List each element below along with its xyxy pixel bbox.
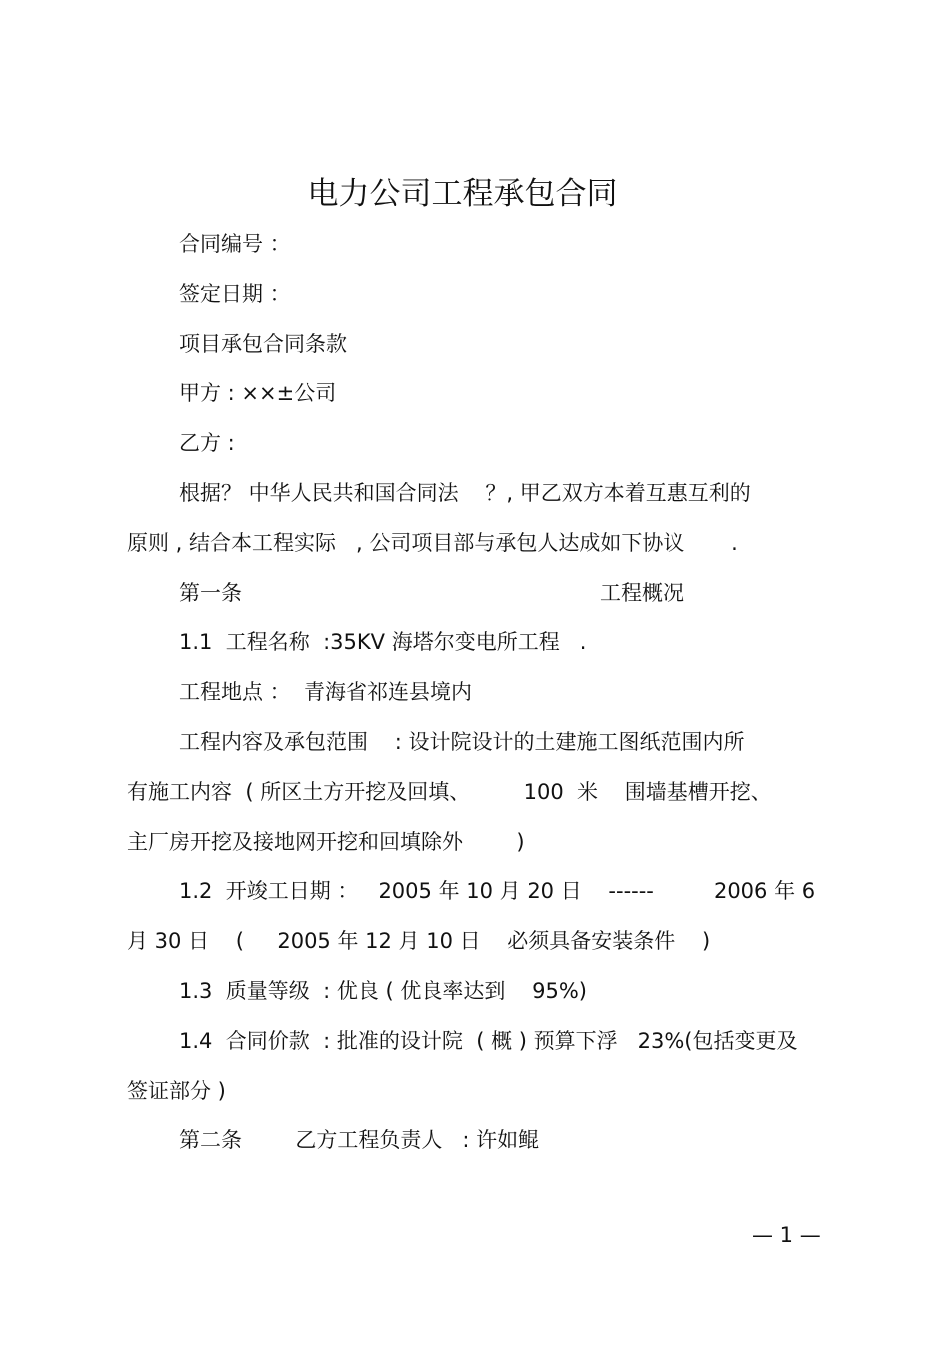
scope-line-1: 工程内容及承包范围 : 设计院设计的土建施工图纸范围内所 [179, 730, 745, 754]
article-1-label: 第一条 [179, 581, 242, 605]
document-title: 电力公司工程承包合同 [307, 176, 618, 212]
clause-1-2-schedule-line-1: 1.2 开竣工日期 ： 2005 年 10 月 20 日 ------ 2006 年 6 [179, 879, 816, 903]
clause-1-4-price-line-2: 签证部分 ) [127, 1079, 226, 1103]
scope-line-2: 有施工内容 ( 所区土方开挖及回填、 100 米 围墙基槽开挖、 [127, 780, 772, 804]
scope-line-3: 主厂房开挖及接地网开挖和回填除外 ) [127, 830, 525, 854]
clause-1-1-project-name: 1.1 工程名称 :35KV 海塔尔变电所工程 . [179, 630, 587, 654]
party-a-line: 甲方 : ××±公司 [179, 381, 337, 405]
preamble-line-1: 根据？ 中华人民共和国合同法 ？, 甲乙双方本着互惠互利的 [179, 481, 751, 505]
section-heading: 项目承包合同条款 [179, 332, 347, 356]
clause-1-2-schedule-line-2: 月 30 日 ( 2005 年 12 月 10 日 必须具备安装条件 ) [127, 929, 711, 953]
clause-1-3-quality: 1.3 质量等级 : 优良 ( 优良率达到 95%) [179, 979, 587, 1003]
preamble-line-2: 原则 , 结合本工程实际 , 公司项目部与承包人达成如下协议 . [127, 531, 738, 555]
signing-date-line: 签定日期 ： [179, 282, 291, 306]
article-1-heading: 工程概况 [600, 581, 684, 605]
clause-1-4-price-line-1: 1.4 合同价款 : 批准的设计院 ( 概 ) 预算下浮 23%(包括变更及 [179, 1029, 798, 1053]
contract-number-line: 合同编号 ： [179, 232, 291, 256]
project-location-line: 工程地点 ： 青海省祁连县境内 [179, 680, 473, 704]
article-2-line: 第二条 乙方工程负责人 : 许如鲲 [179, 1128, 540, 1152]
page-number: — 1 — [752, 1223, 821, 1247]
party-b-line: 乙方 : [179, 431, 235, 455]
